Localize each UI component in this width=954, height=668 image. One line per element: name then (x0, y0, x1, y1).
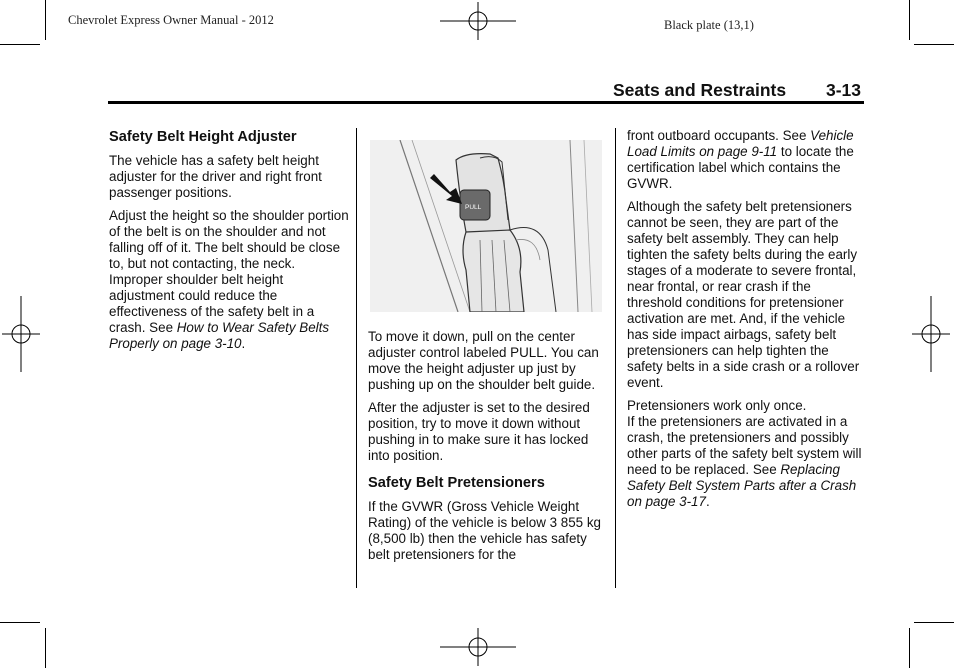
crop-mark (45, 628, 46, 668)
paragraph: Although the safety belt pretensioners cannot be seen, they are part of the safety belt assembly. They can help tighten the safety belts during the early stages of a moderate to severe frontal, near frontal, or rear crash if the threshold conditions for pretensioner activation are met. And, if the vehicle has side impact airbags, safety belt pretensioners can help tighten the safety belts in a side crash or a rollover event. (627, 199, 860, 390)
crop-mark (0, 44, 40, 45)
cross-reference-link[interactable]: Replacing Safety Belt System Parts after a Crash on page 3-17 (627, 462, 857, 509)
paragraph-end: to locate the certification label which contains the GVWR. (627, 144, 854, 191)
paragraph: To move it down, pull on the center adjuster control labeled PULL. You can move the height adjuster up just by pushing up on the shoulder belt guide. (368, 329, 599, 392)
column-3 (627, 128, 867, 517)
paragraph (627, 398, 867, 510)
registration-mark-bottom (440, 628, 516, 666)
paragraph: If the GVWR (Gross Vehicle Weight Rating) of the vehicle is below 3 855 kg (8,500 lb) then the vehicle has safety belt pretensioners for the (368, 499, 601, 562)
crop-mark (909, 628, 910, 668)
running-header-right: Black plate (13,1) (664, 18, 754, 32)
heading-height-adjuster: Safety Belt Height Adjuster (109, 129, 297, 145)
figure-belt-adjuster (370, 140, 602, 312)
registration-mark-left (2, 296, 40, 372)
running-header-left: Chevrolet Express Owner Manual - 2012 (68, 13, 274, 27)
section-title: Seats and Restraints (613, 80, 787, 100)
paragraph: After the adjuster is set to the desired position, try to move it down without pushing in to make sure it has locked into position. (368, 400, 590, 463)
header-rule (108, 101, 864, 104)
page-number: 3-13 (826, 80, 862, 100)
crop-mark (0, 622, 40, 623)
paragraph-text: Adjust the height so the shoulder portion of the belt is on the shoulder and not falling off of it. The belt should be close to, but not contacting, the neck. Improper shoulder belt height adjustment could reduce the effectiveness of the safety belt in a crash. See (109, 208, 349, 335)
crop-mark (45, 0, 46, 40)
pull-label: PULL (465, 204, 482, 211)
cross-reference-link[interactable]: Vehicle Load Limits on page 9-11 (627, 128, 854, 159)
cross-reference-link[interactable]: How to Wear Safety Belts Properly on page 3-10 (109, 320, 330, 351)
paragraph-line: Pretensioners work only once. (627, 398, 807, 413)
paragraph-text: If the pretensioners are activated in a crash, the pretensioners and possibly other parts of the safety belt system will need to be replaced. See (627, 414, 862, 477)
paragraph (109, 208, 349, 352)
heading-pretensioners: Safety Belt Pretensioners (368, 475, 545, 491)
crop-mark (914, 622, 954, 623)
column-2 (368, 329, 608, 570)
column-divider (615, 128, 616, 588)
crop-mark (909, 0, 910, 40)
column-1 (109, 128, 349, 359)
paragraph-end: . (705, 494, 710, 509)
registration-mark-top (440, 2, 516, 40)
registration-mark-right (912, 296, 950, 372)
paragraph: The vehicle has a safety belt height adjuster for the driver and right front passenger positions. (109, 153, 322, 200)
paragraph-text: front outboard occupants. See (627, 128, 811, 143)
belt-adjuster-illustration (370, 140, 602, 312)
paragraph-end: . (241, 336, 246, 351)
crop-mark (914, 44, 954, 45)
paragraph (627, 128, 867, 192)
column-divider (356, 128, 357, 588)
